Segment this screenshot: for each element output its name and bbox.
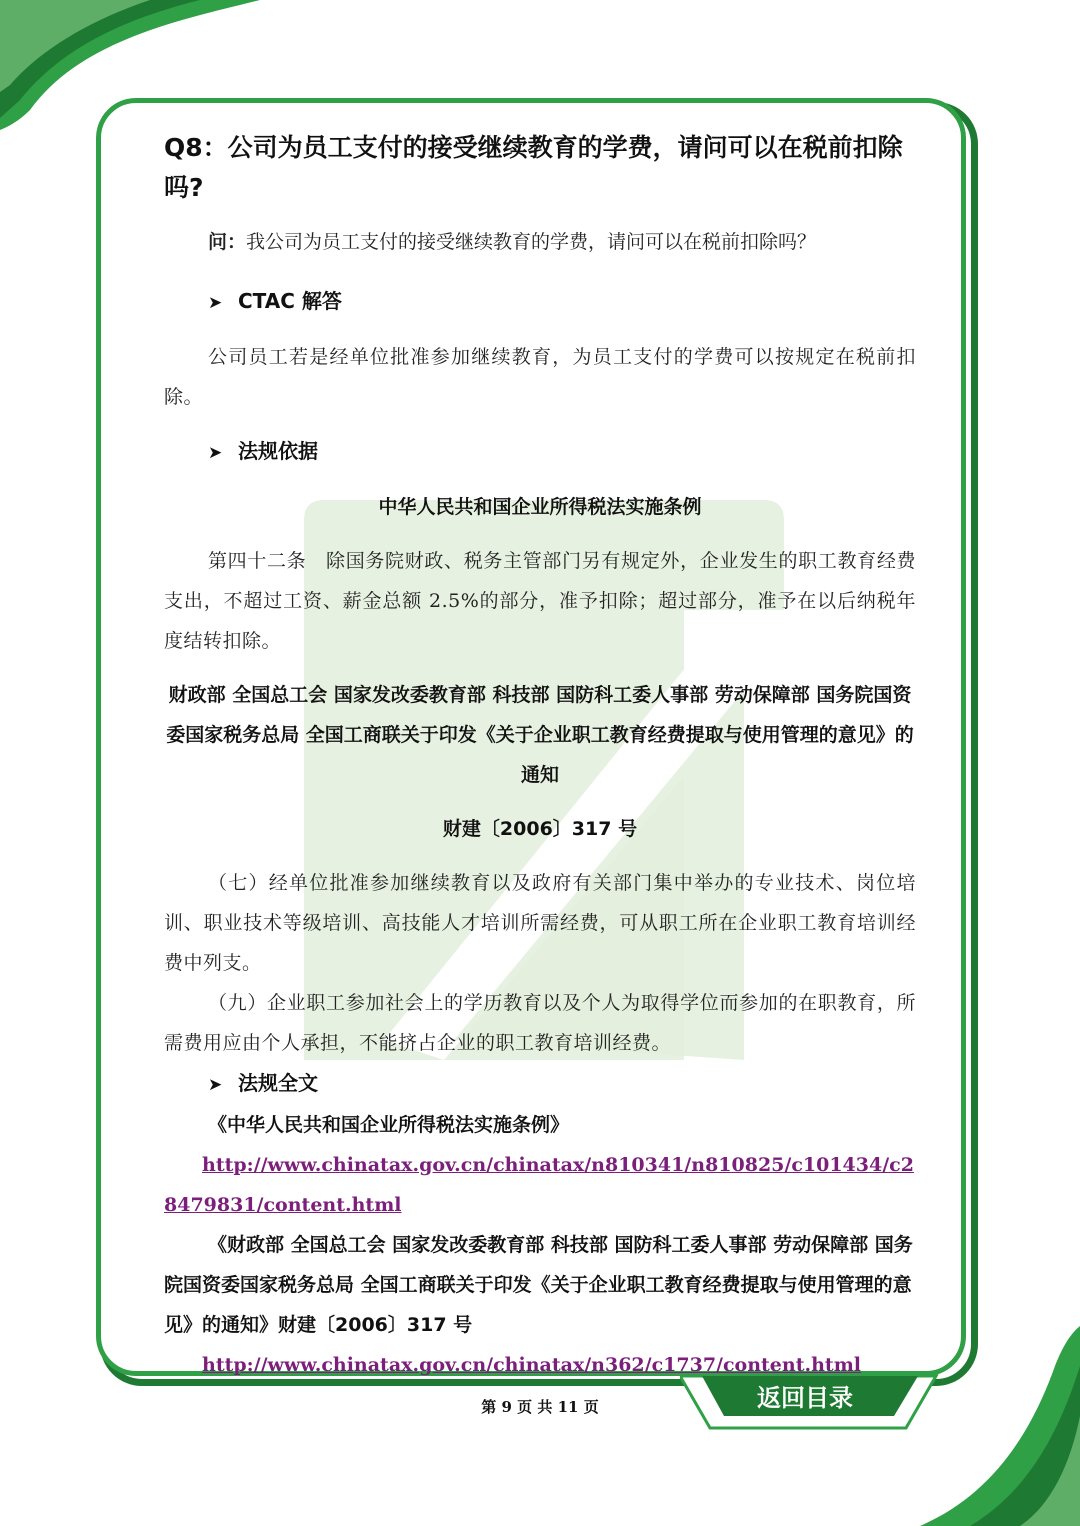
ask-text: 我公司为员工支付的接受继续教育的学费，请问可以在税前扣除吗？ bbox=[246, 231, 817, 253]
law1-text: 第四十二条 除国务院财政、税务主管部门另有规定外，企业发生的职工教育经费支出，不超过工资、薪金总额 2.5%的部分，准予扣除；超过部分，准予在以后纳税年度结转扣除。 bbox=[164, 550, 916, 652]
document-content bbox=[164, 128, 916, 1385]
law2-item7: （七）经单位批准参加继续教育以及政府有关部门集中举办的专业技术、岗位培训、职业技术等级培训、高技能人才培训所需经费，可从职工所在企业职工教育培训经费中列支。 bbox=[164, 872, 916, 974]
law1-title: 中华人民共和国企业所得税法实施条例 bbox=[378, 496, 702, 518]
arrow-bullet-icon: ➤ bbox=[208, 443, 223, 463]
arrow-bullet-icon: ➤ bbox=[208, 1075, 223, 1095]
fulltext-heading-text: 法规全文 bbox=[238, 1071, 318, 1095]
answer-heading bbox=[164, 281, 916, 323]
page-number: 第 9 页 共 11 页 bbox=[481, 1398, 599, 1416]
law2-title: 财政部 全国总工会 国家发改委教育部 科技部 国防科工委人事部 劳动保障部 国务院国资委国家税务总局 全国工商联关于印发《关于企业职工教育经费提取与使用管理的意见》的通知 bbox=[166, 684, 914, 786]
basis-heading bbox=[164, 431, 916, 473]
law2-number: 财建〔2006〕317 号 bbox=[442, 818, 638, 840]
question-title: Q8：公司为员工支付的接受继续教育的学费，请问可以在税前扣除吗? bbox=[164, 133, 903, 202]
answer-heading-text: CTAC 解答 bbox=[238, 289, 342, 313]
doc1-link[interactable]: http://www.chinatax.gov.cn/chinatax/n810341/n810825/c101434/c28479831/content.html bbox=[164, 1154, 914, 1216]
question-ask bbox=[164, 222, 916, 262]
answer-text: 公司员工若是经单位批准参加继续教育，为员工支付的学费可以按规定在税前扣除。 bbox=[164, 346, 916, 408]
basis-heading-text: 法规依据 bbox=[238, 439, 318, 463]
doc2-link[interactable]: http://www.chinatax.gov.cn/chinatax/n362/c1737/content.html bbox=[202, 1354, 862, 1376]
back-to-contents-button[interactable]: 返回目录 bbox=[757, 1384, 853, 1412]
law2-item9: （九）企业职工参加社会上的学历教育以及个人为取得学位而参加的在职教育，所需费用应由个人承担，不能挤占企业的职工教育培训经费。 bbox=[164, 992, 916, 1054]
fulltext-heading bbox=[164, 1063, 916, 1105]
arrow-bullet-icon: ➤ bbox=[208, 293, 223, 313]
ask-label: 问： bbox=[208, 231, 247, 253]
doc2-title: 《财政部 全国总工会 国家发改委教育部 科技部 国防科工委人事部 劳动保障部 国务院国资委国家税务总局 全国工商联关于印发《关于企业职工教育经费提取与使用管理的意见》的通知》财建〔2006〕317 号 bbox=[164, 1234, 913, 1336]
doc1-title: 《中华人民共和国企业所得税法实施条例》 bbox=[208, 1114, 570, 1136]
